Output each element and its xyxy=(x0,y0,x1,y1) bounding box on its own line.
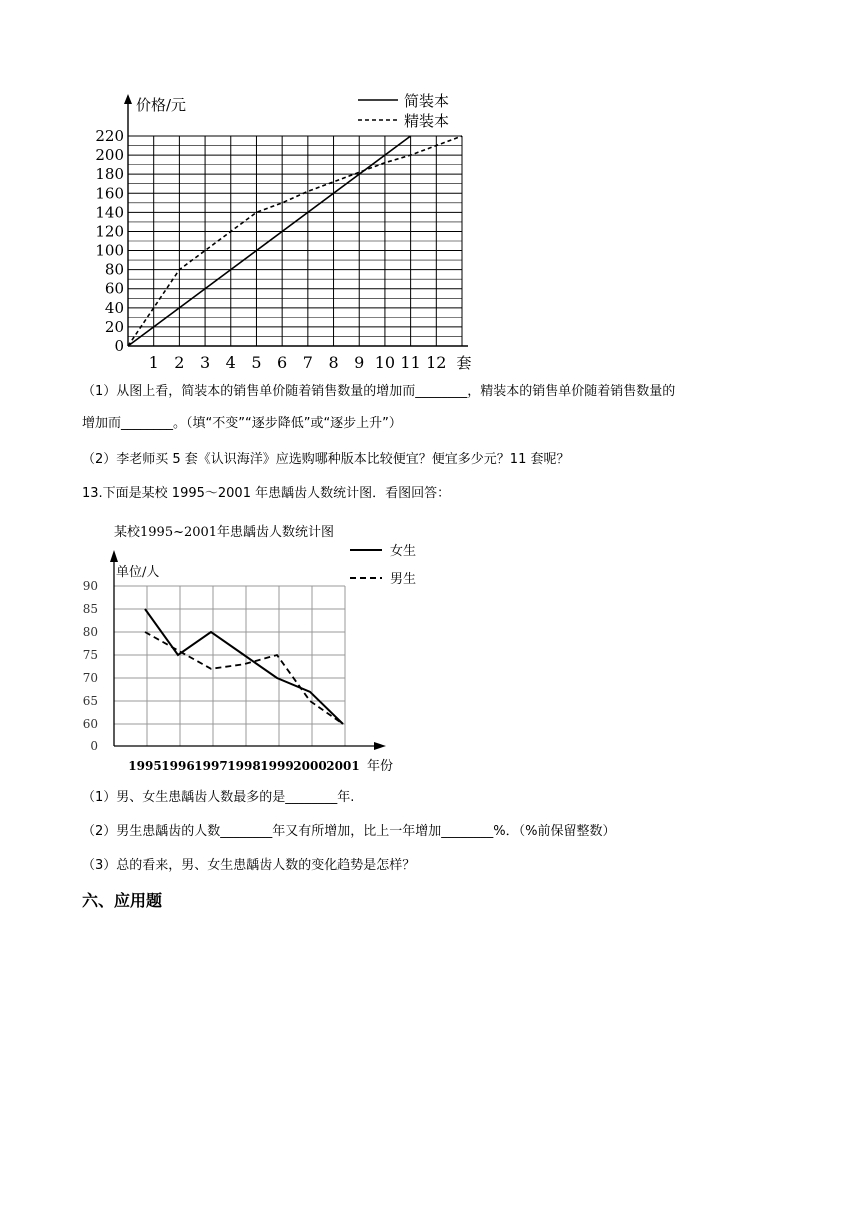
y-tick-label: 40 xyxy=(104,298,124,317)
x-tick-label: 10 xyxy=(374,353,396,372)
x-tick-label: 11 xyxy=(400,353,421,372)
question-13-intro: 13.下面是某校 1995～2001 年患龋齿人数统计图．看图回答： xyxy=(82,486,451,501)
y-tick-label: 60 xyxy=(82,717,98,731)
y-tick-label: 75 xyxy=(82,648,98,662)
legend-label: 男生 xyxy=(390,572,417,587)
question-13-3: （3）总的看来，男、女生患龋齿人数的变化趋势是怎样？ xyxy=(82,858,416,873)
x-tick-label: 1996 xyxy=(161,759,195,773)
question-13-2: （2）男生患龋齿的人数________年又有所增加，比上一年增加________%．（%前保留整数） xyxy=(82,824,616,839)
y-tick-label: 60 xyxy=(104,279,124,298)
chart-title: 某校1995~2001年患龋齿人数统计图 xyxy=(114,525,335,540)
x-tick-label: 1998 xyxy=(227,759,261,773)
y-tick-label: 80 xyxy=(104,260,124,279)
question-12-1-line1: （1）从图上看，简装本的销售单价随着销售数量的增加而________，精装本的销售单价随着销售数量的 xyxy=(82,384,676,399)
y-tick-label: 85 xyxy=(82,602,98,616)
price-line-chart xyxy=(90,84,500,374)
x-axis-label: 套 xyxy=(456,354,472,372)
x-tick-label: 1999 xyxy=(260,759,294,773)
y-tick-label: 90 xyxy=(82,579,98,593)
section-title-applications: 六、应用题 xyxy=(82,891,163,910)
x-tick-label: 2 xyxy=(174,353,185,372)
series-line-女生 xyxy=(145,609,343,724)
y-tick-label: 160 xyxy=(95,184,124,203)
x-tick-label: 1995 xyxy=(128,759,162,773)
x-tick-label: 9 xyxy=(354,353,365,372)
x-tick-label: 1 xyxy=(148,353,159,372)
y-axis-label: 单位/人 xyxy=(116,565,160,580)
y-tick-label: 140 xyxy=(95,203,124,222)
y-tick-label: 220 xyxy=(95,127,124,145)
legend-label: 精装本 xyxy=(404,112,450,130)
y-tick-label: 100 xyxy=(95,241,124,260)
x-tick-label: 6 xyxy=(277,353,288,372)
x-tick-label: 8 xyxy=(328,353,339,372)
x-tick-label: 2000 xyxy=(293,759,327,773)
x-axis-arrow xyxy=(374,742,386,750)
y-tick-label: 180 xyxy=(95,165,124,184)
y-axis-label: 价格/元 xyxy=(136,96,187,114)
y-axis-arrow xyxy=(124,94,132,104)
y-tick-label: 65 xyxy=(82,694,98,708)
y-axis-arrow xyxy=(110,550,118,562)
legend-label: 简装本 xyxy=(404,92,450,110)
y-tick-label: 200 xyxy=(95,146,124,165)
question-13-1: （1）男、女生患龋齿人数最多的是________年. xyxy=(82,790,355,805)
y-tick-label: 80 xyxy=(82,625,98,639)
x-tick-label: 2001 xyxy=(326,759,360,773)
y-tick-label: 120 xyxy=(95,222,124,241)
y-tick-label: 20 xyxy=(104,317,124,336)
y-tick-label: 70 xyxy=(82,671,98,685)
x-tick-label: 7 xyxy=(302,353,313,372)
tooth-decay-line-chart xyxy=(82,512,442,777)
y-tick-label: 0 xyxy=(114,337,124,355)
x-axis-label: 年份 xyxy=(367,759,394,774)
y-tick-label: 0 xyxy=(90,739,98,753)
x-tick-label: 4 xyxy=(225,353,236,372)
x-tick-label: 3 xyxy=(199,353,211,372)
question-12-1-line2: 增加而________。（填“不变”“逐步降低”或“逐步上升”） xyxy=(82,416,402,431)
x-tick-label: 1997 xyxy=(194,759,228,773)
legend-label: 女生 xyxy=(390,544,417,559)
x-tick-label: 12 xyxy=(426,353,447,372)
question-12-2: （2）李老师买 5 套《认识海洋》应选购哪种版本比较便宜？便宜多少元？11 套呢？ xyxy=(82,452,570,467)
x-tick-label: 5 xyxy=(251,353,262,372)
